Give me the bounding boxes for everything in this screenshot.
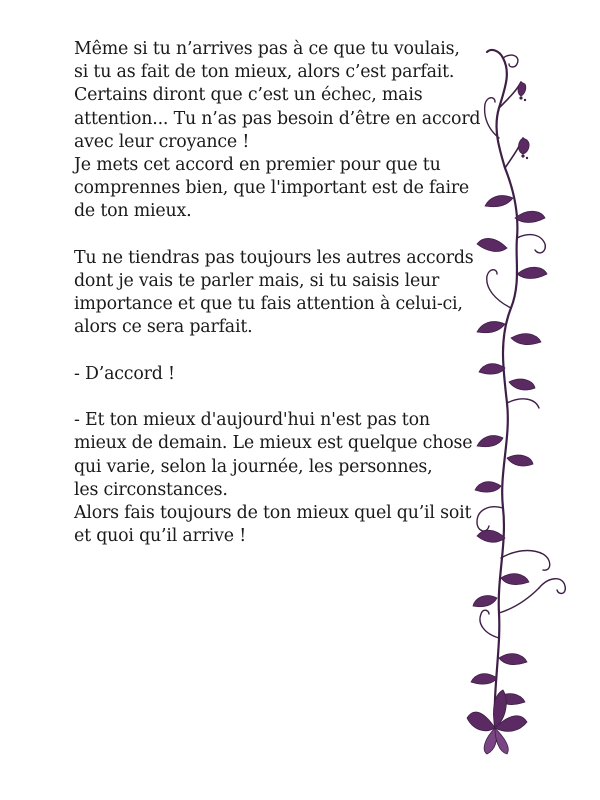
- story-text: [74, 38, 481, 548]
- text-line: Certains diront que c’est un échec, mais: [74, 85, 423, 106]
- paragraph-4: [74, 409, 474, 548]
- text-line: les circonstances.: [74, 479, 228, 500]
- text-line: - Et ton mieux d'aujourd'hui n'est pas ton: [74, 410, 430, 431]
- text-line: importance et que tu fais attention à celui-ci,: [74, 294, 463, 315]
- paragraph-3: [74, 363, 474, 386]
- text-line: Je mets cet accord en premier pour que tu: [74, 155, 441, 176]
- text-line: attention... Tu n’as pas besoin d’être en accord: [74, 108, 481, 129]
- paragraph-gap: [74, 386, 474, 409]
- text-line: et quoi qu’il arrive !: [74, 526, 247, 547]
- text-line: Même si tu n’arrives pas à ce que tu voulais,: [74, 39, 460, 59]
- text-line: avec leur croyance !: [74, 131, 250, 152]
- text-line: comprennes bien, que l'important est de faire: [74, 178, 470, 199]
- text-line: si tu as fait de ton mieux, alors c’est parfait.: [74, 62, 455, 83]
- text-line: de ton mieux.: [74, 201, 192, 222]
- text-line: qui varie, selon la journée, les personnes,: [74, 456, 433, 477]
- text-line: - D’accord !: [74, 363, 175, 384]
- paragraph-2: [74, 247, 474, 340]
- paragraph-1: [74, 38, 481, 224]
- text-line: alors ce sera parfait.: [74, 317, 253, 338]
- text-line: Alors fais toujours de ton mieux quel qu’il soit: [74, 503, 472, 524]
- flowering-vine-icon: [455, 38, 595, 758]
- text-line: mieux de demain. Le mieux est quelque chose: [74, 433, 473, 454]
- text-line: Tu ne tiendras pas toujours les autres accords: [74, 247, 474, 268]
- paragraph-gap: [74, 224, 474, 247]
- text-line: dont je vais te parler mais, si tu saisis leur: [74, 271, 440, 292]
- paragraph-gap: [74, 340, 474, 363]
